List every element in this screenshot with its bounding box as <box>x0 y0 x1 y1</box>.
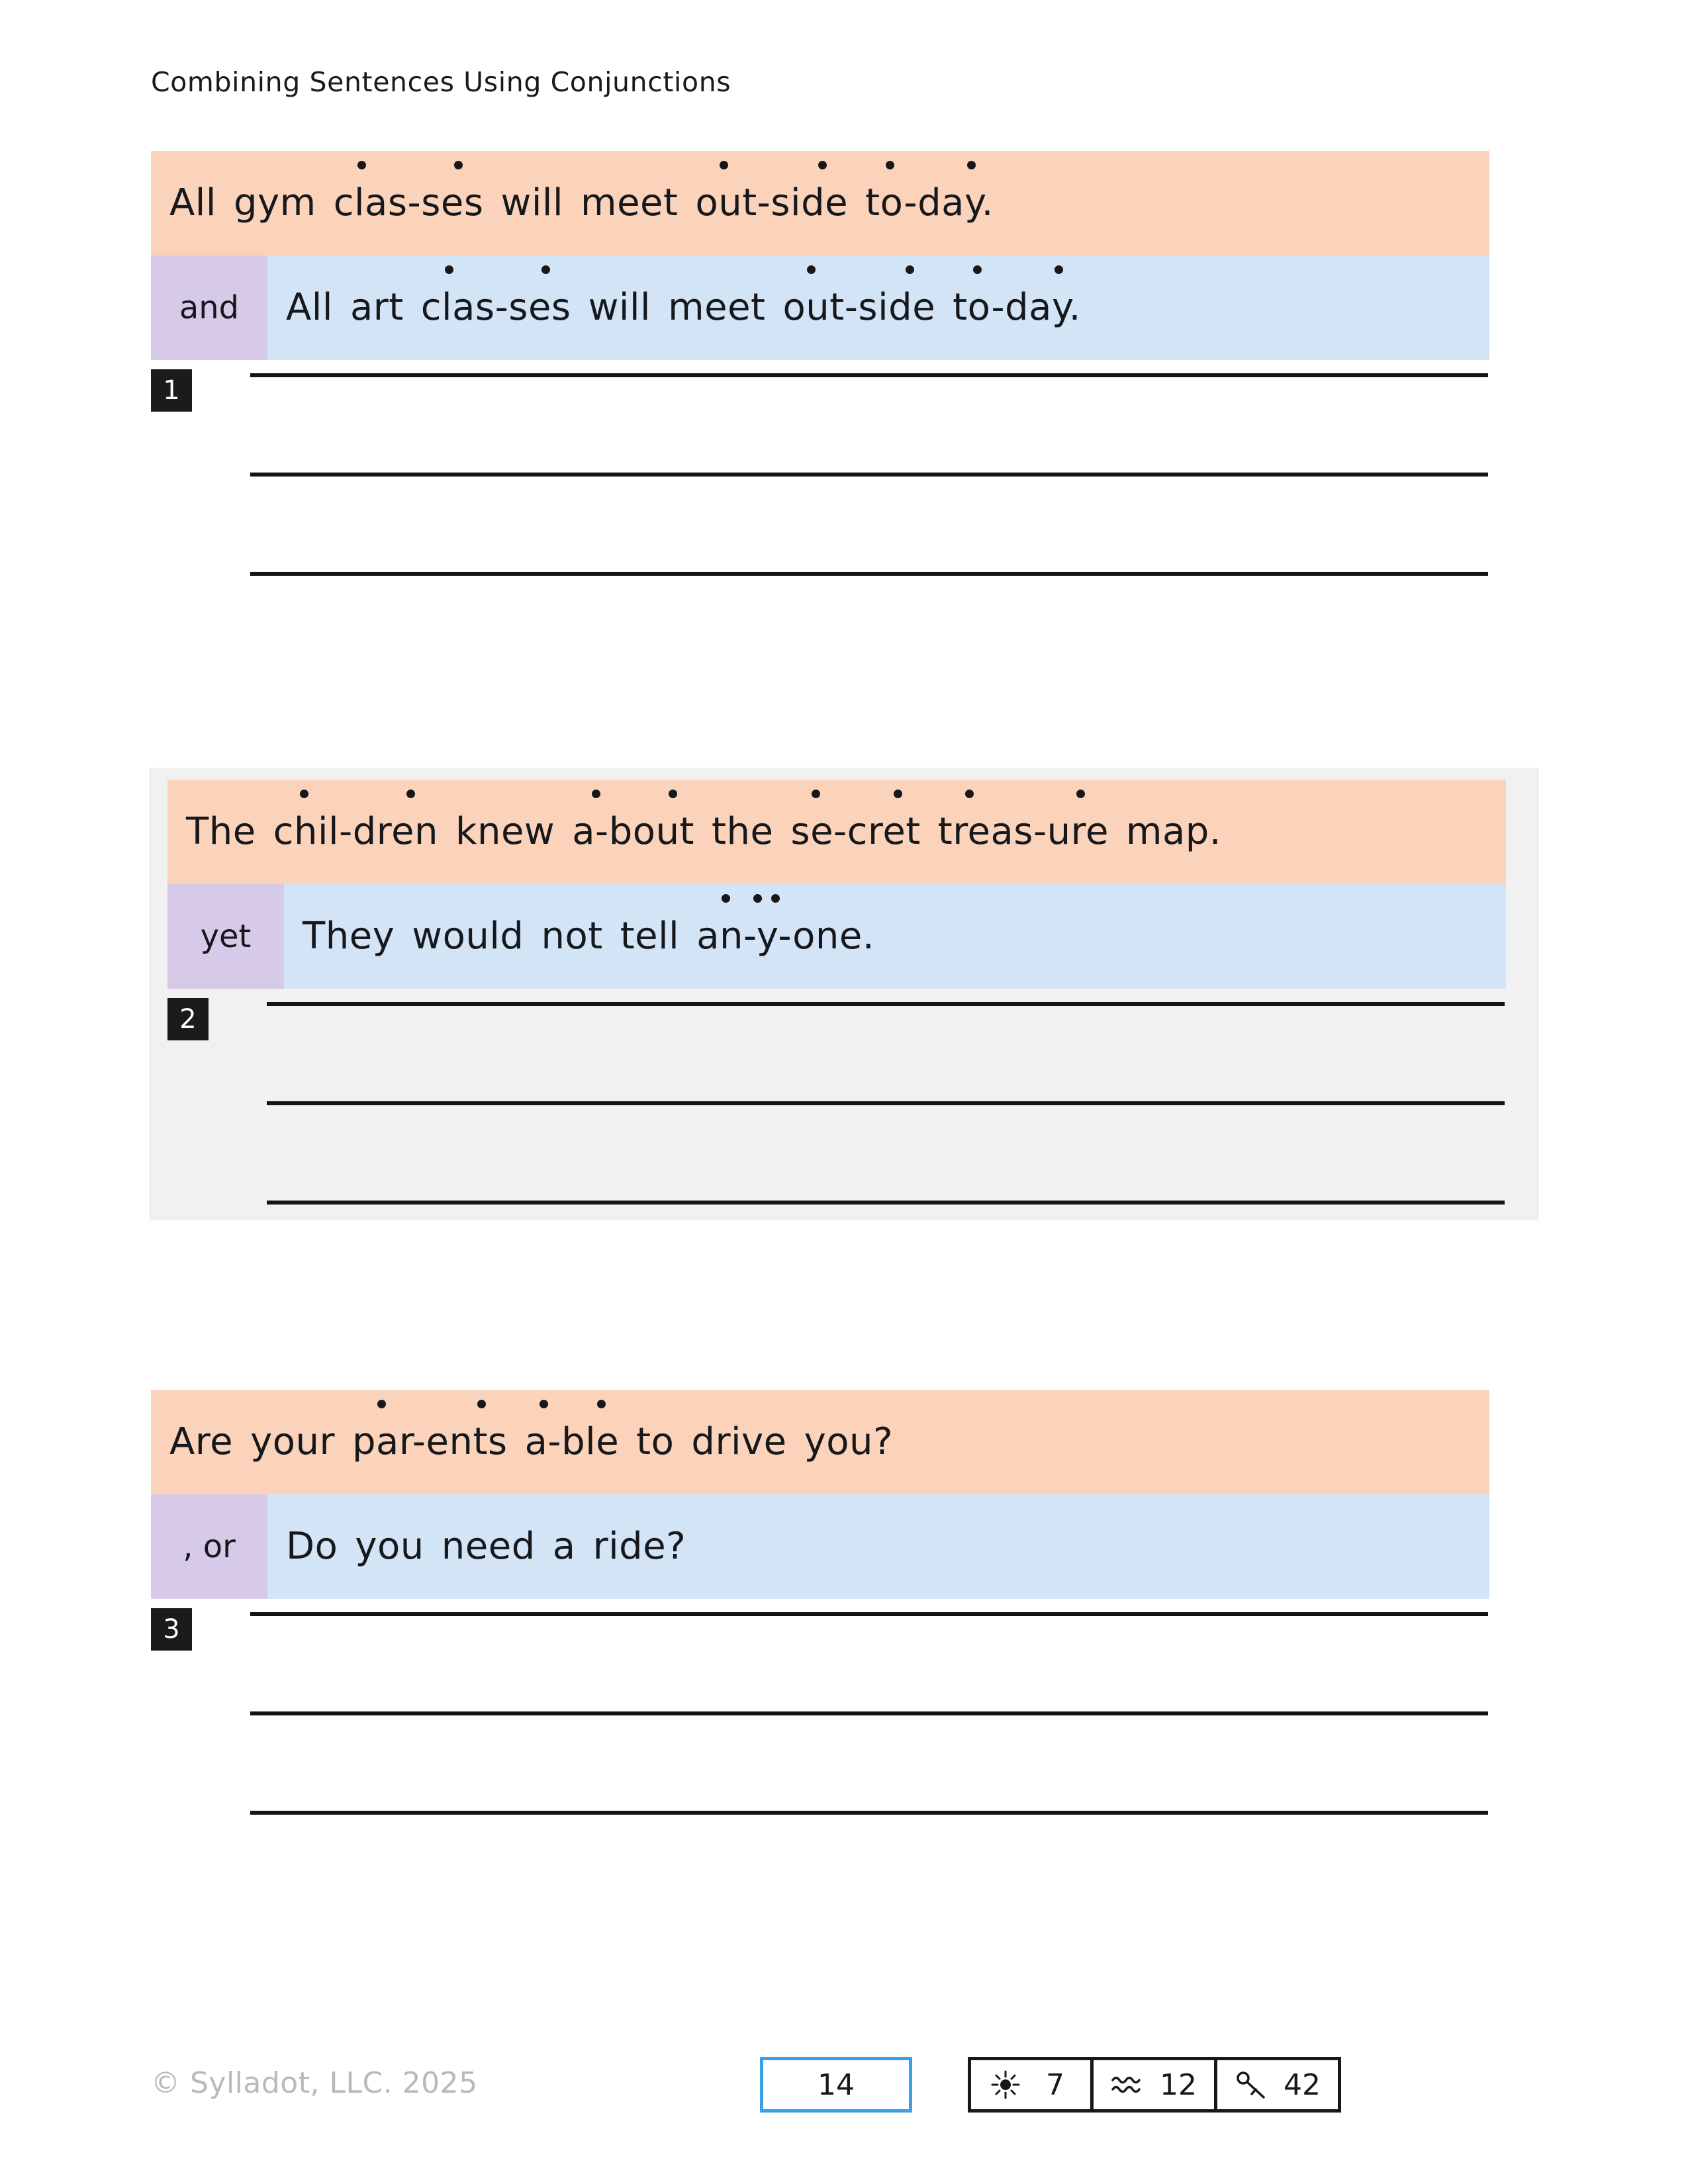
stat-key <box>1217 2060 1338 2109</box>
writing-lines-3[interactable] <box>151 1599 1489 1815</box>
sentence-band-bottom-1 <box>267 255 1489 360</box>
sentence-band-top-3 <box>151 1390 1489 1494</box>
writing-line[interactable] <box>250 373 1488 377</box>
conjunction-1: and <box>151 255 267 360</box>
writing-line[interactable] <box>250 572 1488 576</box>
exercise-1 <box>151 151 1495 576</box>
writing-line[interactable] <box>267 1101 1505 1105</box>
sentence-text-bottom-3: Do you need a ride? <box>286 1525 686 1568</box>
stats-bar <box>968 2057 1341 2113</box>
sentence-text-top-3: Are your par-ents a-ble to drive you? <box>169 1424 893 1461</box>
sentence-text-top-2: The chil-dren knew a-bout the se-cret treas-ure map. <box>186 813 1221 850</box>
sentence-row-top-3 <box>151 1390 1489 1494</box>
exercise-number-1: 1 <box>151 369 192 412</box>
writing-line[interactable] <box>250 1612 1488 1616</box>
sentence-band-top-2 <box>167 780 1506 884</box>
waves-icon <box>1111 2068 1145 2102</box>
writing-line[interactable] <box>267 1002 1505 1006</box>
sun-icon <box>988 2068 1023 2102</box>
stat-key-value: 42 <box>1284 2068 1321 2102</box>
stat-waves-value: 12 <box>1160 2068 1197 2102</box>
sentence-band-top-1 <box>151 151 1489 255</box>
writing-line[interactable] <box>250 1711 1488 1715</box>
sentence-band-bottom-3 <box>267 1494 1489 1599</box>
sentence-text-top-1: All gym clas-ses will meet out-side to-day. <box>169 185 994 222</box>
page-footer <box>0 2052 1688 2124</box>
writing-line[interactable] <box>250 1811 1488 1815</box>
sentence-text-bottom-1: All art clas-ses will meet out-side to-day. <box>286 289 1081 326</box>
stat-waves <box>1094 2060 1217 2109</box>
writing-line[interactable] <box>267 1201 1505 1205</box>
page-number-box <box>760 2057 912 2113</box>
stat-sun <box>971 2060 1094 2109</box>
answer-area-3 <box>151 1599 1489 1815</box>
sentence-row-top-2 <box>167 780 1506 884</box>
writing-lines-2[interactable] <box>167 989 1506 1205</box>
conjunction-2: yet <box>167 884 284 989</box>
exercise-number-3: 3 <box>151 1608 192 1651</box>
exercise-2 <box>149 768 1539 1220</box>
key-icon <box>1235 2068 1269 2102</box>
stat-sun-value: 7 <box>1046 2068 1064 2102</box>
exercise-number-2: 2 <box>167 998 209 1040</box>
sentence-row-bottom-3 <box>151 1494 1489 1599</box>
sentence-row-bottom-1 <box>151 255 1489 360</box>
page-title: Combining Sentences Using Conjunctions <box>151 66 731 98</box>
sentence-band-bottom-2 <box>284 884 1506 989</box>
sentence-row-top-1 <box>151 151 1489 255</box>
writing-lines-1[interactable] <box>151 360 1489 576</box>
answer-area-1 <box>151 360 1489 576</box>
sentence-row-bottom-2 <box>167 884 1506 989</box>
copyright-text: © Sylladot, LLC. 2025 <box>151 2066 478 2100</box>
conjunction-3: , or <box>151 1494 267 1599</box>
writing-line[interactable] <box>250 473 1488 477</box>
sentence-text-bottom-2: They would not tell an-y-one. <box>303 918 874 955</box>
page-number: 14 <box>818 2068 855 2102</box>
answer-area-2 <box>167 989 1506 1205</box>
exercise-3 <box>151 1390 1495 1815</box>
